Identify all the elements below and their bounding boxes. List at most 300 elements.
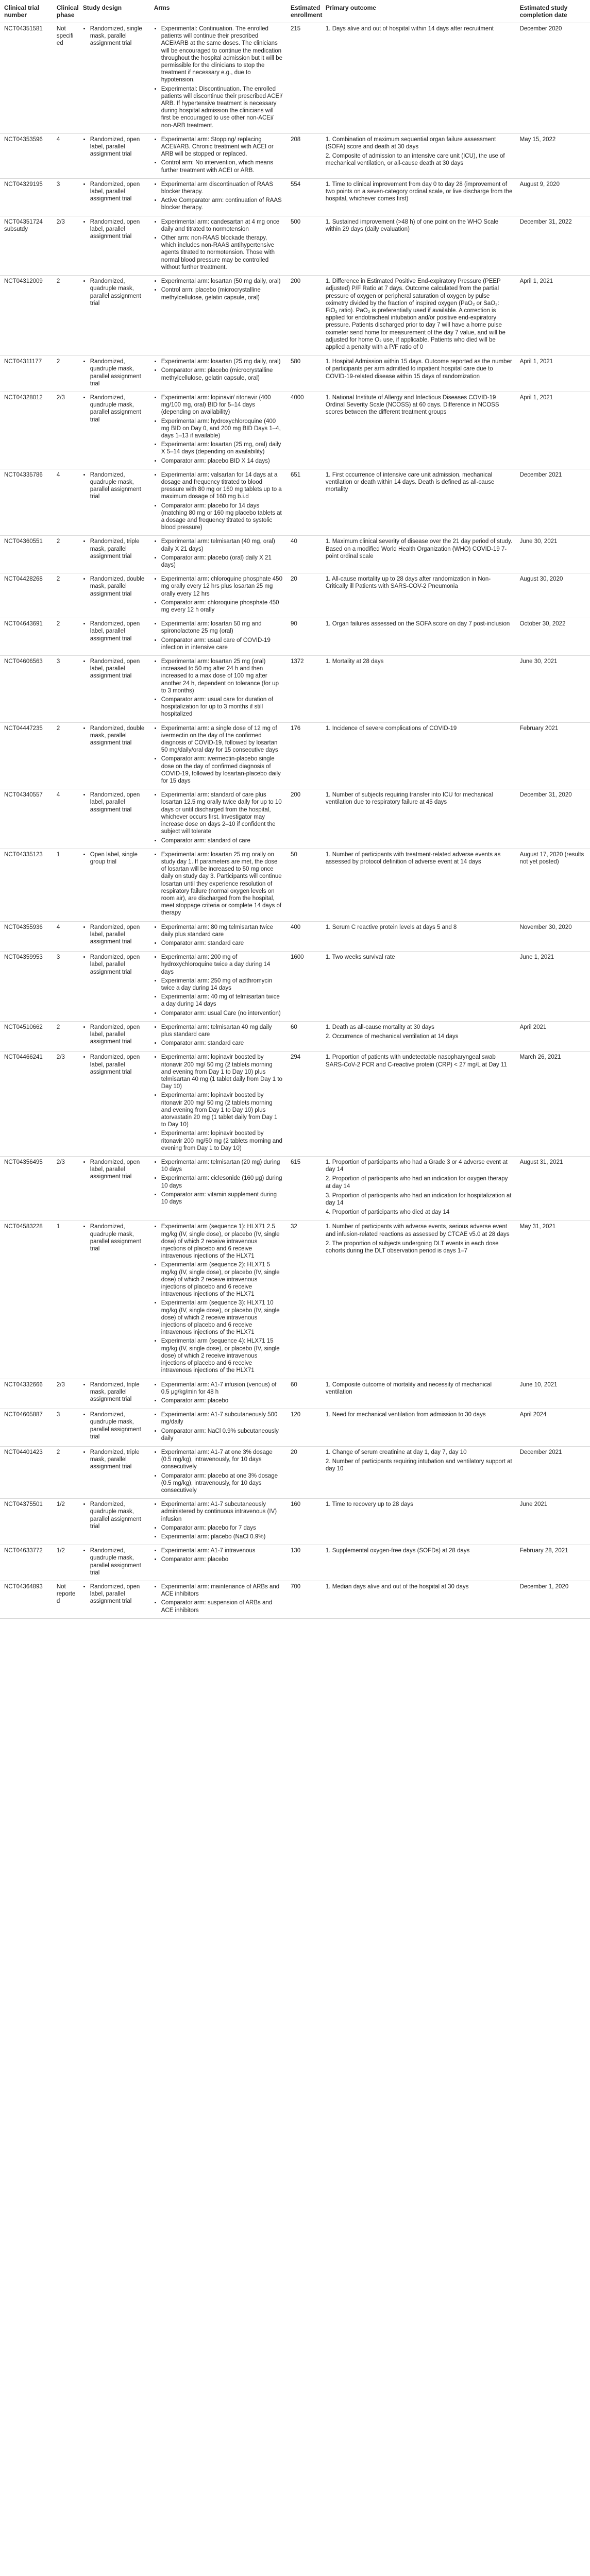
- arm-item: • Experimental arm: 200 mg of hydroxychloroquine twice a day during 14 days: [161, 954, 283, 976]
- enrollment-cell: 176: [286, 722, 322, 789]
- outcome-line: 1. First occurrence of intensive care unit admission, mechanical ventilation or death within 14 days. Death is defined as all-cause mortality: [325, 471, 495, 493]
- arms-cell: [150, 23, 286, 134]
- trial-number-cell: NCT04447235: [0, 722, 53, 789]
- phase-cell: 2/3: [53, 216, 79, 275]
- table-row: [0, 1052, 590, 1157]
- phase-cell: 2: [53, 1021, 79, 1052]
- phase-cell: 2/3: [53, 1052, 79, 1157]
- arms-cell-list: [154, 25, 283, 129]
- table-header: [0, 0, 590, 23]
- trial-number-cell: NCT04466241: [0, 1052, 53, 1157]
- arms-cell: [150, 1581, 286, 1618]
- completion-date-cell: June 30, 2021: [516, 656, 590, 723]
- trial-number-cell: NCT04359953: [0, 952, 53, 1022]
- arm-item: • Experimental arm: losartan (25 mg daily, oral): [161, 358, 283, 365]
- primary-outcome-cell: [322, 1221, 516, 1379]
- completion-date-cell: April 2021: [516, 1021, 590, 1052]
- study-design-cell-list: [83, 791, 147, 814]
- outcome-line: 1. Composite outcome of mortality and necessity of mechanical ventilation: [325, 1381, 492, 1395]
- arm-item: • Experimental arm: telmisartan 40 mg daily plus standard care: [161, 1024, 283, 1038]
- completion-date-cell: August 9, 2020: [516, 178, 590, 216]
- trial-number-cell: NCT04351724 subsutdy: [0, 216, 53, 275]
- arm-item: • Comparator arm: standard of care: [161, 837, 283, 844]
- trial-number-cell: NCT04364893: [0, 1581, 53, 1618]
- enrollment-cell: 215: [286, 23, 322, 134]
- phase-cell: 2: [53, 1446, 79, 1498]
- arms-cell-list: [154, 1547, 283, 1563]
- enrollment-cell: 208: [286, 133, 322, 178]
- arms-cell: [150, 1499, 286, 1545]
- trial-number-cell: NCT04633772: [0, 1545, 53, 1581]
- primary-outcome-cell: [322, 133, 516, 178]
- outcome-line: 2. Composite of admission to an intensive care unit (ICU), the use of mechanical ventilation, or all-cause death at 30 days: [325, 153, 505, 167]
- primary-outcome-cell: [322, 789, 516, 849]
- completion-date-cell: October 30, 2022: [516, 618, 590, 656]
- arms-cell-list: [154, 1411, 283, 1442]
- primary-outcome-cell: [322, 849, 516, 921]
- study-design-cell: [79, 722, 150, 789]
- enrollment-cell: 400: [286, 921, 322, 952]
- arm-item: • Experimental arm (sequence 2): HLX71 5 mg/kg (IV, single dose), or placebo (IV, single dose) of which 2 receive intravenous injections of placebo and 6 receive intravenous injections of the HLX71: [161, 1261, 283, 1298]
- arms-cell: [150, 1052, 286, 1157]
- table-row: [0, 789, 590, 849]
- arms-cell: [150, 1221, 286, 1379]
- study-design-cell-list: [83, 358, 147, 387]
- phase-cell: Not specified: [53, 23, 79, 134]
- table-row: [0, 216, 590, 275]
- table-row: [0, 178, 590, 216]
- table-row: [0, 573, 590, 618]
- arms-cell-list: [154, 791, 283, 844]
- study-design-cell: [79, 23, 150, 134]
- study-design-cell-list: [83, 1381, 147, 1403]
- enrollment-cell: 120: [286, 1409, 322, 1447]
- primary-outcome-cell: [322, 216, 516, 275]
- completion-date-cell: June 1, 2021: [516, 952, 590, 1022]
- arms-cell-list: [154, 1024, 283, 1047]
- enrollment-cell: 615: [286, 1157, 322, 1221]
- primary-outcome-cell: [322, 1581, 516, 1618]
- arms-cell-list: [154, 136, 283, 174]
- study-design-cell: [79, 536, 150, 573]
- study-design-cell: [79, 952, 150, 1022]
- arms-cell-list: [154, 538, 283, 569]
- arm-item: • Experimental arm: A1-7 intravenous: [161, 1547, 283, 1554]
- phase-cell: 1: [53, 849, 79, 921]
- arms-cell: [150, 1446, 286, 1498]
- primary-outcome-cell: [322, 392, 516, 469]
- study-design-cell: [79, 469, 150, 536]
- table-row: [0, 133, 590, 178]
- arm-item: • Experimental arm (sequence 4): HLX71 15 mg/kg (IV, single dose), or placebo (IV, single dose) of which 2 receive intravenous injections of placebo and 6 receive intravenous injections of the HLX71: [161, 1337, 283, 1374]
- design-item: • Randomized, open label, parallel assignment trial: [90, 1054, 147, 1076]
- phase-cell: 2/3: [53, 392, 79, 469]
- table-row: [0, 1021, 590, 1052]
- completion-date-cell: August 30, 2020: [516, 573, 590, 618]
- trial-number-cell: NCT04375501: [0, 1499, 53, 1545]
- arms-cell: [150, 849, 286, 921]
- study-design-cell: [79, 1545, 150, 1581]
- arm-item: • Experimental arm: ciclesonide (160 μg) during 10 days: [161, 1175, 283, 1189]
- trial-number-cell: NCT04311177: [0, 356, 53, 392]
- table-row: [0, 952, 590, 1022]
- study-design-cell: [79, 656, 150, 723]
- outcome-line: 1. Number of participants with treatment-related adverse events as assessed by protocol definition of adverse event at 14 days: [325, 851, 501, 865]
- phase-cell: 2: [53, 618, 79, 656]
- enrollment-cell: 50: [286, 849, 322, 921]
- arm-item: • Experimental arm: lopinavir boosted by ritonavir 200 mg/ 50 mg (2 tablets morning and evening from Day 1 to Day 10) plus telmisartan 40 mg (1 tablet daily from Day 1 to Day 10): [161, 1054, 283, 1090]
- trial-number-cell: NCT04329195: [0, 178, 53, 216]
- phase-cell: 3: [53, 656, 79, 723]
- outcome-line: 1. Mortality at 28 days: [325, 658, 384, 665]
- design-item: • Randomized, open label, parallel assignment trial: [90, 924, 147, 946]
- enrollment-cell: 60: [286, 1021, 322, 1052]
- design-item: • Randomized, open label, parallel assignment trial: [90, 954, 147, 976]
- arm-item: • Comparator arm: ivermectin-placebo single dose on the day of confirmed diagnosis of COVID-19, followed by losartan-placebo daily for 15 days: [161, 755, 283, 785]
- arm-item: • Experimental arm: a single dose of 12 mg of ivermectin on the day of the confirmed diagnosis of COVID-19, followed by losartan 50 mg/daily/oral day for 15 consecutive days: [161, 725, 283, 754]
- table-row: [0, 23, 590, 134]
- outcome-line: 1. Days alive and out of hospital within 14 days after recruitment: [325, 26, 494, 32]
- arms-cell: [150, 618, 286, 656]
- phase-cell: 2/3: [53, 1379, 79, 1409]
- arms-cell-list: [154, 725, 283, 785]
- study-design-cell: [79, 1446, 150, 1498]
- trial-number-cell: NCT04583228: [0, 1221, 53, 1379]
- enrollment-cell: 160: [286, 1499, 322, 1545]
- table-row: [0, 849, 590, 921]
- primary-outcome-cell: [322, 276, 516, 356]
- table-row: [0, 1157, 590, 1221]
- arm-item: • Control arm: placebo (microcrystalline methylcellulose, gelatin capsule, oral): [161, 286, 283, 301]
- design-item: • Randomized, open label, parallel assignment trial: [90, 620, 147, 642]
- phase-cell: 2: [53, 276, 79, 356]
- arm-item: • Comparator arm: usual care for duration of hospitalization for up to 3 months if still hospitalized: [161, 696, 283, 718]
- arm-item: • Experimental arm: 80 mg telmisartan twice daily plus standard care: [161, 924, 283, 938]
- enrollment-cell: 651: [286, 469, 322, 536]
- design-item: • Randomized, triple mask, parallel assignment trial: [90, 1381, 147, 1403]
- design-item: • Randomized, open label, parallel assignment trial: [90, 181, 147, 203]
- table-row: [0, 1221, 590, 1379]
- study-design-cell-list: [83, 954, 147, 976]
- outcome-line: 1. Combination of maximum sequential organ failure assessment (SOFA) score and death at 30 days: [325, 136, 496, 150]
- arms-cell-list: [154, 851, 283, 917]
- study-design-cell-list: [83, 25, 147, 47]
- completion-date-cell: November 30, 2020: [516, 921, 590, 952]
- arms-cell: [150, 1157, 286, 1221]
- design-item: • Randomized, quadruple mask, parallel assignment trial: [90, 394, 147, 423]
- table-row: [0, 1379, 590, 1409]
- enrollment-cell: 500: [286, 216, 322, 275]
- arms-cell: [150, 133, 286, 178]
- study-design-cell-list: [83, 1159, 147, 1181]
- study-design-cell-list: [83, 1411, 147, 1440]
- arm-item: • Experimental arm: A1-7 at one 3% dosage (0.5 mg/kg), intravenously, for 10 days consecutively: [161, 1449, 283, 1471]
- arm-item: • Experimental: Discontinuation. The enrolled patients will discontinue their prescribed ACEi/ ARB. If hypertensive treatment is necessary during hospital admission the clinicians will first be encouraged to use other non-ACEi/ non-ARB treatment.: [161, 86, 283, 129]
- outcome-line: 2. Occurrence of mechanical ventilation at 14 days: [325, 1033, 459, 1040]
- arm-item: • Comparator arm: placebo BID X 14 days): [161, 457, 283, 465]
- arm-item: • Experimental arm: placebo (NaCl 0.9%): [161, 1533, 283, 1540]
- study-design-cell-list: [83, 725, 147, 747]
- trial-number-cell: NCT04606563: [0, 656, 53, 723]
- phase-cell: 4: [53, 133, 79, 178]
- completion-date-cell: May 15, 2022: [516, 133, 590, 178]
- table-row: [0, 1581, 590, 1618]
- trial-number-cell: NCT04355936: [0, 921, 53, 952]
- outcome-line: 1. All-cause mortality up to 28 days after randomization in Non-Critically ill Patients with SARS-COV-2 Pneumonia: [325, 576, 491, 590]
- primary-outcome-cell: [322, 573, 516, 618]
- arm-item: • Control arm: No intervention, which means further treatment with ACEI or ARB.: [161, 159, 283, 174]
- arms-cell-list: [154, 1223, 283, 1374]
- outcome-line: 1. Difference in Estimated Positive End-expiratory Pressure (PEEP adjusted) P/F Ratio at 7 days. Outcome calculated from the partial pressure of oxygen or peripheral saturation of oxygen by pulse oximetry divided by the fraction of inspired oxygen (PaO₂ or SaO₂: FiO₂ ratio). PaO₂ is preferentially used if available. A correction is applied for endotracheal intubation and/or positive end-expiratory pressure. Patients discharged prior to day 7 will have a home pulse oximeter send home for measurement of the day 7 value, and will be adjusted for home O₂ use, if applicable. Patients who died will be applied a penalty with a P/F ratio of 0: [325, 278, 505, 350]
- arm-item: • Experimental arm: telmisartan (40 mg, oral) daily X 21 days): [161, 538, 283, 552]
- arm-item: • Experimental arm: lopinavir boosted by ritonavir 200 mg/ 50 mg (2 tablets morning and evening from Day 1 to Day 10) plus atorvastatin 20 mg (1 tablet daily from Day 1 to Day 10): [161, 1092, 283, 1128]
- arms-cell-list: [154, 575, 283, 614]
- primary-outcome-cell: [322, 1499, 516, 1545]
- arms-cell: [150, 722, 286, 789]
- trial-number-cell: NCT04312009: [0, 276, 53, 356]
- arm-item: • Experimental arm (sequence 3): HLX71 10 mg/kg (IV, single dose), or placebo (IV, single dose) of which 2 receive intravenous injections of placebo and 6 receive intravenous injections of the HLX71: [161, 1299, 283, 1336]
- arm-item: • Experimental arm: losartan (50 mg daily, oral): [161, 278, 283, 285]
- enrollment-cell: 4000: [286, 392, 322, 469]
- study-design-cell-list: [83, 924, 147, 946]
- enrollment-cell: 60: [286, 1379, 322, 1409]
- completion-date-cell: December 2021: [516, 469, 590, 536]
- completion-date-cell: May 31, 2021: [516, 1221, 590, 1379]
- arms-cell-list: [154, 1449, 283, 1494]
- enrollment-cell: 200: [286, 789, 322, 849]
- study-design-cell: [79, 1409, 150, 1447]
- trial-number-cell: NCT04351581: [0, 23, 53, 134]
- trial-number-cell: NCT04356495: [0, 1157, 53, 1221]
- arms-cell-list: [154, 924, 283, 947]
- primary-outcome-cell: [322, 1052, 516, 1157]
- trial-number-cell: NCT04335786: [0, 469, 53, 536]
- design-item: • Randomized, quadruple mask, parallel assignment trial: [90, 1223, 147, 1252]
- design-item: • Randomized, double mask, parallel assignment trial: [90, 725, 147, 747]
- outcome-line: 1. Number of subjects requiring transfer into ICU for mechanical ventilation due to respiratory failure at 45 days: [325, 792, 493, 806]
- study-design-cell: [79, 1379, 150, 1409]
- study-design-cell-list: [83, 394, 147, 423]
- table-row: [0, 276, 590, 356]
- header-primary-outcome: Primary outcome: [322, 0, 516, 23]
- design-item: • Randomized, triple mask, parallel assignment trial: [90, 538, 147, 560]
- study-design-cell: [79, 921, 150, 952]
- arm-item: • Comparator arm: usual care of COVID-19 infection in intensive care: [161, 637, 283, 651]
- table-row: [0, 656, 590, 723]
- header-clinical-phase: Clinical phase: [53, 0, 79, 23]
- arm-item: • Comparator arm: vitamin supplement during 10 days: [161, 1191, 283, 1206]
- arm-item: • Comparator arm: placebo: [161, 1556, 283, 1563]
- enrollment-cell: 200: [286, 276, 322, 356]
- completion-date-cell: December 2021: [516, 1446, 590, 1498]
- arms-cell-list: [154, 658, 283, 718]
- arms-cell-list: [154, 1159, 283, 1206]
- arms-cell-list: [154, 358, 283, 382]
- table-row: [0, 1545, 590, 1581]
- arm-item: • Comparator arm: usual Care (no intervention): [161, 1010, 283, 1017]
- completion-date-cell: April 1, 2021: [516, 392, 590, 469]
- trial-number-cell: NCT04401423: [0, 1446, 53, 1498]
- study-design-cell-list: [83, 1449, 147, 1471]
- study-design-cell: [79, 849, 150, 921]
- study-design-cell-list: [83, 181, 147, 203]
- outcome-line: 2. Proportion of participants who had an indication for oxygen therapy at day 14: [325, 1176, 508, 1190]
- primary-outcome-cell: [322, 536, 516, 573]
- enrollment-cell: 294: [286, 1052, 322, 1157]
- arms-cell-list: [154, 218, 283, 271]
- study-design-cell-list: [83, 1024, 147, 1046]
- trial-number-cell: NCT04340557: [0, 789, 53, 849]
- design-item: • Randomized, quadruple mask, parallel assignment trial: [90, 1411, 147, 1440]
- enrollment-cell: 554: [286, 178, 322, 216]
- arm-item: • Experimental arm discontinuation of RAAS blocker therapy.: [161, 181, 283, 195]
- phase-cell: 4: [53, 469, 79, 536]
- arm-item: • Comparator arm: chloroquine phosphate 450 mg every 12 h orally: [161, 599, 283, 614]
- study-design-cell: [79, 1021, 150, 1052]
- design-item: • Randomized, open label, parallel assignment trial: [90, 1024, 147, 1046]
- arm-item: • Experimental arm: standard of care plus losartan 12.5 mg orally twice daily for up to 10 days or until discharged from the hospital, whichever occurs first. Investigator may increase dose on days 2–10 if confident the subject will tolerate: [161, 791, 283, 835]
- completion-date-cell: December 2020: [516, 23, 590, 134]
- header-enrollment: Estimated enrollment: [286, 0, 322, 23]
- study-design-cell: [79, 618, 150, 656]
- trial-number-cell: NCT04428268: [0, 573, 53, 618]
- enrollment-cell: 1372: [286, 656, 322, 723]
- outcome-line: 1. Change of serum creatinine at day 1, day 7, day 10: [325, 1449, 467, 1455]
- enrollment-cell: 32: [286, 1221, 322, 1379]
- study-design-cell: [79, 133, 150, 178]
- completion-date-cell: June 2021: [516, 1499, 590, 1545]
- arm-item: • Comparator arm: placebo for 7 days: [161, 1524, 283, 1532]
- study-design-cell: [79, 1052, 150, 1157]
- arm-item: • Other arm: non-RAAS blockade therapy, which includes non-RAAS antihypertensive agents titrated to normotension. Those with normal blood pressure may be controlled without further treatment.: [161, 234, 283, 271]
- study-design-cell-list: [83, 851, 147, 866]
- arms-cell: [150, 469, 286, 536]
- outcome-line: 1. National Institute of Allergy and Infectious Diseases COVID-19 Ordinal Severity Scale (NCOSS) at 60 days. Difference in NCOSS scores between the different treatment groups: [325, 394, 499, 416]
- arm-item: • Comparator arm: standard care: [161, 940, 283, 947]
- study-design-cell: [79, 1581, 150, 1618]
- outcome-line: 1. Two weeks survival rate: [325, 954, 395, 961]
- study-design-cell: [79, 276, 150, 356]
- table-row: [0, 1409, 590, 1447]
- outcome-line: 4. Proportion of participants who died at day 14: [325, 1209, 450, 1216]
- outcome-line: 1. Proportion of participants who had a Grade 3 or 4 adverse event at day 14: [325, 1159, 508, 1173]
- arm-item: • Experimental arm: A1-7 subcutaneously administered by continuous intravenous (IV) infusion: [161, 1501, 283, 1523]
- study-design-cell: [79, 789, 150, 849]
- arms-cell: [150, 276, 286, 356]
- design-item: • Randomized, quadruple mask, parallel assignment trial: [90, 1547, 147, 1577]
- completion-date-cell: June 30, 2021: [516, 536, 590, 573]
- phase-cell: 3: [53, 952, 79, 1022]
- table-row: [0, 536, 590, 573]
- arms-cell: [150, 356, 286, 392]
- enrollment-cell: 20: [286, 1446, 322, 1498]
- study-design-cell: [79, 573, 150, 618]
- outcome-line: 1. Median days alive and out of the hospital at 30 days: [325, 1583, 469, 1590]
- design-item: • Randomized, open label, parallel assignment trial: [90, 658, 147, 680]
- outcome-line: 1. Supplemental oxygen-free days (SOFDs) at 28 days: [325, 1548, 470, 1554]
- primary-outcome-cell: [322, 656, 516, 723]
- phase-cell: 2: [53, 573, 79, 618]
- arm-item: • Experimental arm: 250 mg of azithromycin twice a day during 14 days: [161, 977, 283, 992]
- outcome-line: 1. Need for mechanical ventilation from admission to 30 days: [325, 1412, 486, 1418]
- arms-cell: [150, 1545, 286, 1581]
- arm-item: • Experimental arm: losartan 50 mg and spironolactone 25 mg (oral): [161, 620, 283, 635]
- study-design-cell: [79, 178, 150, 216]
- arm-item: • Comparator arm: standard care: [161, 1040, 283, 1047]
- outcome-line: 1. Time to recovery up to 28 days: [325, 1501, 413, 1508]
- design-item: • Randomized, single mask, parallel assignment trial: [90, 25, 147, 47]
- table-body: [0, 23, 590, 1619]
- design-item: • Open label, single group trial: [90, 851, 147, 866]
- completion-date-cell: February 28, 2021: [516, 1545, 590, 1581]
- table-row: [0, 722, 590, 789]
- outcome-line: 1. Maximum clinical severity of disease over the 21 day period of study. Based on a modified World Health Organization (WHO) COVID-19 7-point ordinal scale: [325, 538, 513, 560]
- enrollment-cell: 20: [286, 573, 322, 618]
- outcome-line: 1. Hospital Admission within 15 days. Outcome reported as the number of participants per arm admitted to inpatient hospital care due to COVID-19-related disease within 15 days of randomization: [325, 359, 512, 380]
- arm-item: • Experimental arm: maintenance of ARBs and ACE inhibitors: [161, 1583, 283, 1598]
- study-design-cell-list: [83, 1547, 147, 1577]
- phase-cell: 1/2: [53, 1499, 79, 1545]
- outcome-line: 1. Proportion of patients with undetectable nasopharyngeal swab SARS-CoV-2 PCR and C-reactive protein (CRP) < 27 mg/L at Day 11: [325, 1054, 507, 1068]
- study-design-cell: [79, 1221, 150, 1379]
- enrollment-cell: 700: [286, 1581, 322, 1618]
- table-row: [0, 469, 590, 536]
- arm-item: • Experimental arm: candesartan at 4 mg once daily and titrated to normotension: [161, 218, 283, 233]
- study-design-cell-list: [83, 1054, 147, 1076]
- table-row: [0, 618, 590, 656]
- phase-cell: 2: [53, 356, 79, 392]
- completion-date-cell: April 2024: [516, 1409, 590, 1447]
- arms-cell: [150, 789, 286, 849]
- arm-item: • Experimental arm: valsartan for 14 days at a dosage and frequency titrated to blood pressure with 80 mg or 160 mg tablets up to a maximum dosage of 160 mg b.i.d: [161, 471, 283, 501]
- completion-date-cell: April 1, 2021: [516, 356, 590, 392]
- completion-date-cell: August 17, 2020 (results not yet posted): [516, 849, 590, 921]
- trial-number-cell: NCT04605887: [0, 1409, 53, 1447]
- primary-outcome-cell: [322, 1446, 516, 1498]
- study-design-cell: [79, 1157, 150, 1221]
- header-trial-number: Clinical trial number: [0, 0, 53, 23]
- outcome-line: 1. Sustained improvement (>48 h) of one point on the WHO Scale within 29 days (daily evaluation): [325, 218, 499, 232]
- arms-cell: [150, 1021, 286, 1052]
- completion-date-cell: April 1, 2021: [516, 276, 590, 356]
- completion-date-cell: March 26, 2021: [516, 1052, 590, 1157]
- completion-date-cell: December 31, 2022: [516, 216, 590, 275]
- primary-outcome-cell: [322, 23, 516, 134]
- arm-item: • Experimental arm: hydroxychloroquine (400 mg BID on Day 0, and 200 mg BID Days 1–4, days 1–13 if available): [161, 418, 283, 440]
- study-design-cell: [79, 356, 150, 392]
- arm-item: • Experimental arm: lopinavir boosted by ritonavir 200 mg/50 mg (2 tablets morning and evening from Day 1 to Day 10): [161, 1130, 283, 1152]
- outcome-line: 2. The proportion of subjects undergoing DLT events in each dose cohorts during the DLT observation period is days 1–7: [325, 1240, 499, 1255]
- header-arms: Arms: [150, 0, 286, 23]
- enrollment-cell: 130: [286, 1545, 322, 1581]
- outcome-line: 3. Proportion of participants who had an indication for hospitalization at day 14: [325, 1192, 512, 1207]
- enrollment-cell: 1600: [286, 952, 322, 1022]
- enrollment-cell: 580: [286, 356, 322, 392]
- design-item: • Randomized, double mask, parallel assignment trial: [90, 575, 147, 598]
- primary-outcome-cell: [322, 1379, 516, 1409]
- arm-item: • Experimental arm: lopinavir/ ritonavir (400 mg/100 mg, oral) BID for 5–14 days (depending on availability): [161, 394, 283, 416]
- study-design-cell-list: [83, 575, 147, 598]
- phase-cell: 3: [53, 1409, 79, 1447]
- arm-item: • Comparator arm: suspension of ARBs and ACE inhibitors: [161, 1599, 283, 1614]
- primary-outcome-cell: [322, 618, 516, 656]
- arms-cell: [150, 573, 286, 618]
- arms-cell-list: [154, 954, 283, 1017]
- completion-date-cell: December 1, 2020: [516, 1581, 590, 1618]
- arms-cell: [150, 178, 286, 216]
- primary-outcome-cell: [322, 952, 516, 1022]
- study-design-cell: [79, 1499, 150, 1545]
